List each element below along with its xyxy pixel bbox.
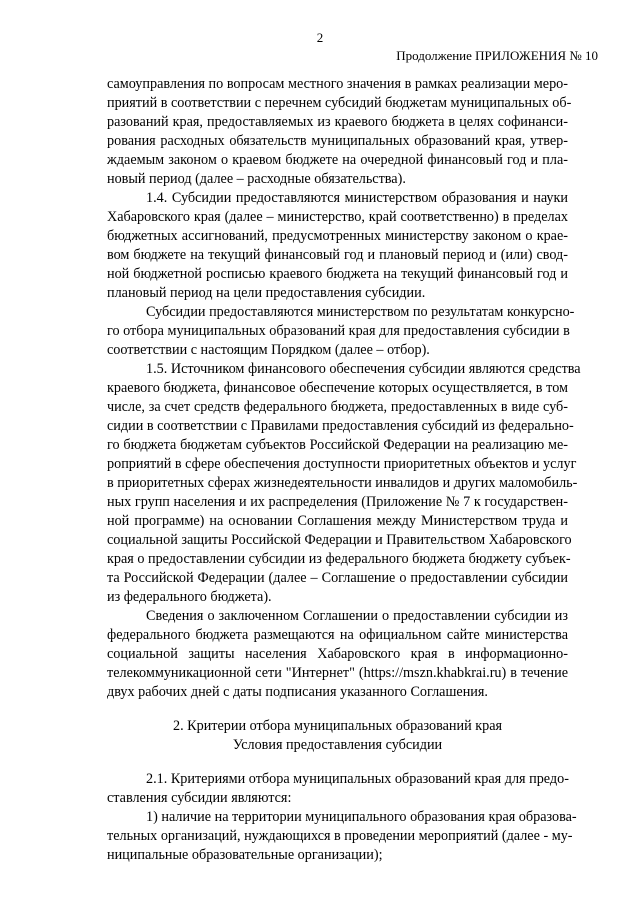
paragraph-line: разований края, предоставляемых из краевого бюджета в целях софинанси- [107, 114, 568, 130]
paragraph-line: 2.1. Критериями отбора муниципальных образований края для предо- [146, 771, 569, 787]
paragraph-line: бюджетных ассигнований, предусмотренных министерству законом о крае- [107, 228, 568, 244]
paragraph-line: 1.4. Субсидии предоставляются министерством образования и науки [146, 190, 568, 206]
paragraph-line: ной бюджетной росписью краевого бюджета на текущий финансовый год и [107, 266, 568, 282]
paragraph-line: вом бюджете на текущий финансовый год и плановый период и (или) свод- [107, 247, 568, 263]
paragraph-line: 1) наличие на территории муниципального образования края образова- [146, 809, 577, 825]
paragraph-line: самоуправления по вопросам местного значения в рамках реализации меро- [107, 76, 568, 92]
paragraph-line: ставления субсидии являются: [107, 790, 292, 806]
paragraph-line: социальной защиты Российской Федерации и Правительством Хабаровского [107, 532, 572, 548]
paragraph-line: ной программе) на основании Соглашения между Министерством труда и [107, 513, 568, 529]
paragraph-line: края о предоставлении субсидии из федерального бюджета бюджету субъек- [107, 551, 571, 567]
paragraph-line: та Российской Федерации (далее – Соглашение о предоставлении субсидии [107, 570, 568, 586]
paragraph-line: двух рабочих дней с даты подписания указанного Соглашения. [107, 684, 488, 700]
paragraph-line: рования расходных обязательств муниципальных образований края, утвер- [107, 133, 568, 149]
paragraph-line: социальной защиты населения Хабаровского края в информационно- [107, 646, 568, 662]
paragraph-line: го бюджета бюджетам субъектов Российской Федерации на реализацию ме- [107, 437, 568, 453]
paragraph-line: ниципальные образовательные организации); [107, 847, 383, 863]
paragraph-line: ждаемым законом о краевом бюджете на очередной финансовый год и пла- [107, 152, 568, 168]
paragraph-line: Хабаровского края (далее – министерство, край соответственно) в пределах [107, 209, 568, 225]
paragraph-line: телекоммуникационной сети "Интернет" (https://mszn.khabkrai.ru) в течение [107, 665, 568, 681]
paragraph-line: 1.5. Источником финансового обеспечения субсидии являются средства [146, 361, 581, 377]
paragraph-line: в приоритетных сферах жизнедеятельности инвалидов и других маломобиль- [107, 475, 578, 491]
paragraph-line: соответствии с настоящим Порядком (далее – отбор). [107, 342, 430, 358]
paragraph-line: плановый период на цели предоставления субсидии. [107, 285, 426, 301]
paragraph-line: сидии в соответствии с Правилами предоставления субсидий из федерально- [107, 418, 574, 434]
paragraph-line: го отбора муниципальных образований края для предоставления субсидии в [107, 323, 570, 339]
paragraph-line: федерального бюджета размещаются на официальном сайте министерства [107, 627, 568, 643]
paragraph-line: Сведения о заключенном Соглашении о предоставлении субсидии из [146, 608, 568, 624]
page-number: 2 [316, 30, 324, 45]
section-2-subtitle: Условия предоставления субсидии [232, 737, 443, 753]
paragraph-line: приятий в соответствии с перечнем субсидий бюджетам муниципальных об- [107, 95, 572, 111]
section-2-title: 2. Критерии отбора муниципальных образований края [172, 718, 503, 734]
paragraph-line: роприятий в сфере обеспечения доступности приоритетных объектов и услуг [107, 456, 577, 472]
paragraph-line: ных групп населения и их распределения (Приложение № 7 к государствен- [107, 494, 568, 510]
paragraph-line: краевого бюджета, финансовое обеспечение которых осуществляется, в том [107, 380, 568, 396]
paragraph-line: тельных организаций, нуждающихся в проведении мероприятий (далее - му- [107, 828, 573, 844]
paragraph-line: из федерального бюджета). [107, 589, 272, 605]
paragraph-line: новый период (далее – расходные обязательства). [107, 171, 406, 187]
paragraph-line: Субсидии предоставляются министерством по результатам конкурсно- [146, 304, 575, 320]
appendix-continuation-label: Продолжение ПРИЛОЖЕНИЯ № 10 [396, 48, 598, 63]
paragraph-line: числе, за счет средств федерального бюджета, предоставленных в виде суб- [107, 399, 568, 415]
